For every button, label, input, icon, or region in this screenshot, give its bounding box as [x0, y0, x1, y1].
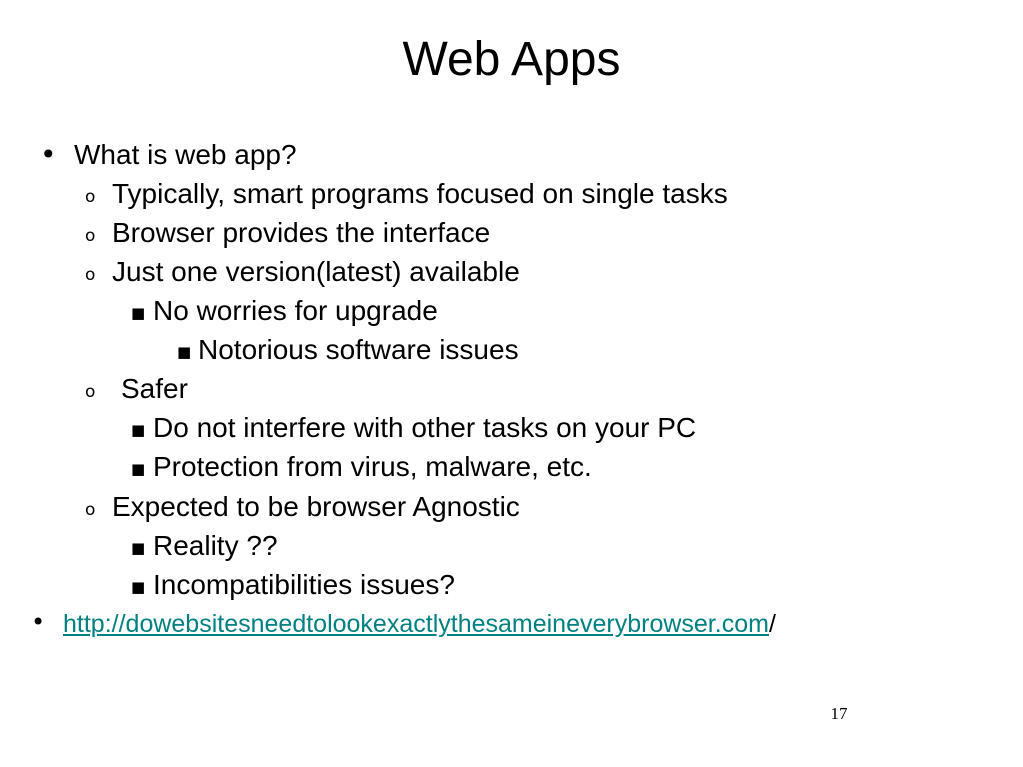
bullet-notorious-issues: Notorious software issues [198, 334, 519, 365]
slide-title: Web Apps [402, 33, 621, 86]
bullet-protection: Protection from virus, malware, etc. [153, 451, 592, 482]
browser-comparison-link[interactable]: http://dowebsitesneedtolookexactlythesameineverybrowser.com [63, 610, 769, 638]
bullet-browser-interface: Browser provides the interface [112, 217, 491, 248]
bullet-square-icon: ■ [131, 421, 146, 439]
bullet-what-is-web-app: What is web app? [74, 139, 297, 170]
bullet-circle-icon: o [85, 187, 96, 207]
bullet-incompatibilities: Incompatibilities issues? [153, 569, 455, 600]
link-line [63, 606, 776, 642]
bullet-dot-icon: • [40, 138, 57, 171]
link-suffix: / [768, 610, 776, 638]
bullet-circle-icon: o [85, 382, 96, 402]
bullet-one-version: Just one version(latest) available [112, 256, 520, 287]
bullet-square-icon: ■ [131, 460, 146, 478]
bullet-no-interfere: Do not interfere with other tasks on your PC [153, 412, 697, 443]
bullet-browser-agnostic: Expected to be browser Agnostic [112, 491, 520, 522]
bullet-reality: Reality ?? [153, 530, 278, 561]
bullet-circle-icon: o [85, 265, 96, 285]
bullet-no-worries-upgrade: No worries for upgrade [153, 295, 438, 326]
bullet-square-icon: ■ [131, 304, 146, 322]
bullet-square-icon: ■ [131, 578, 146, 596]
bullet-circle-icon: o [85, 226, 96, 246]
bullet-square-icon: ■ [131, 539, 146, 557]
bullet-safer: Safer [121, 373, 188, 404]
bullet-dot-icon: • [31, 608, 46, 636]
bullet-circle-icon: o [85, 500, 96, 520]
bullet-square-icon: ■ [177, 343, 192, 361]
page-number: 17 [830, 704, 848, 723]
bullet-smart-programs: Typically, smart programs focused on single tasks [112, 178, 728, 209]
